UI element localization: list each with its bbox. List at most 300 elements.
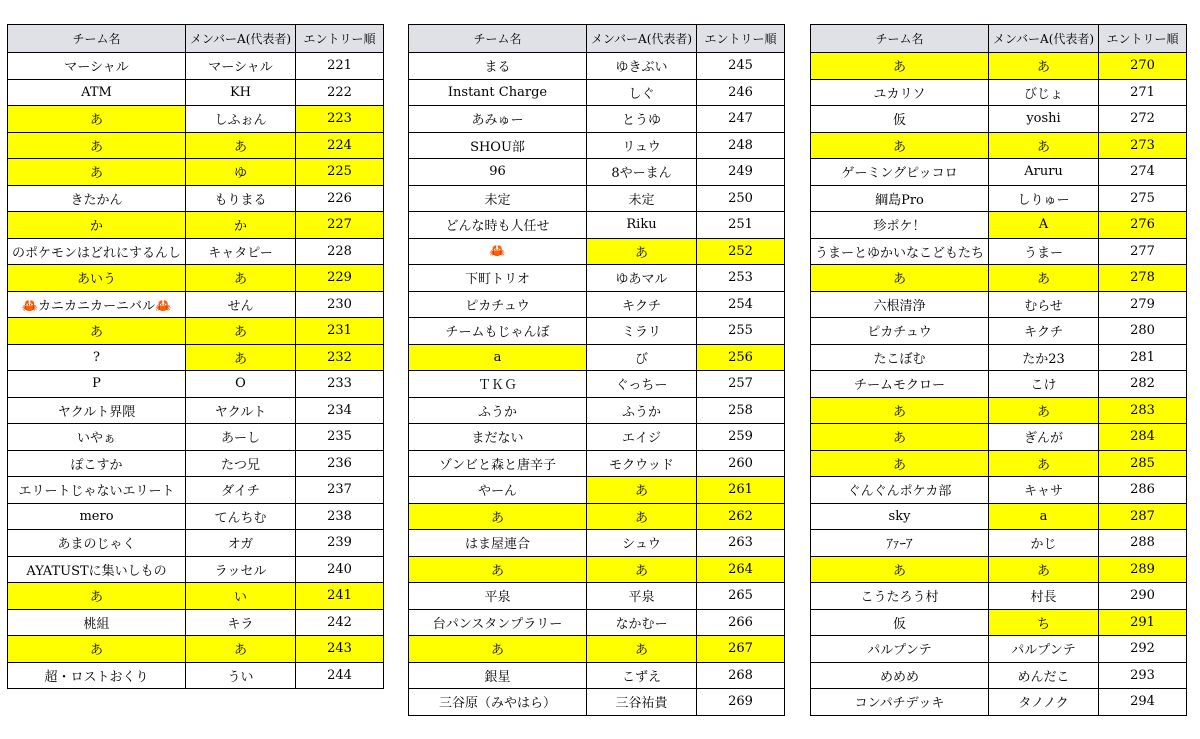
cell-member-a: しりゅー	[989, 185, 1099, 212]
cell-entry-order: 269	[697, 689, 785, 716]
table-row	[8, 530, 384, 557]
cell-entry-order: 248	[697, 132, 785, 159]
cell-team-name: 三谷原（みやはら）	[409, 689, 587, 716]
table-row	[8, 424, 384, 451]
cell-team-name: あ	[811, 424, 989, 451]
cell-team-name: ぽこすか	[8, 450, 186, 477]
table-row	[8, 185, 384, 212]
cell-entry-order: 270	[1099, 53, 1187, 80]
table-row	[409, 477, 785, 504]
table-row	[409, 583, 785, 610]
table-row	[8, 636, 384, 663]
cell-entry-order: 221	[296, 53, 384, 80]
table-row	[811, 662, 1187, 689]
cell-member-a: むらせ	[989, 291, 1099, 318]
cell-member-a: あ	[186, 344, 296, 371]
cell-entry-order: 234	[296, 397, 384, 424]
cell-member-a: 三谷祐貴	[587, 689, 697, 716]
cell-entry-order: 243	[296, 636, 384, 663]
cell-team-name: たこぼむ	[811, 344, 989, 371]
cell-team-name: 綱島Pro	[811, 185, 989, 212]
header-member-a: メンバーA(代表者)	[989, 25, 1099, 53]
table-row	[8, 265, 384, 292]
cell-team-name: あ	[8, 318, 186, 345]
cell-member-a: しふぉん	[186, 106, 296, 133]
table-row	[811, 159, 1187, 186]
cell-team-name: あみゅー	[409, 106, 587, 133]
cell-member-a: ぎんが	[989, 424, 1099, 451]
cell-member-a: あ	[989, 556, 1099, 583]
cell-team-name: どんな時も人任せ	[409, 212, 587, 239]
table-row	[811, 106, 1187, 133]
cell-member-a: こずえ	[587, 662, 697, 689]
cell-team-name: チームもじゃんぼ	[409, 318, 587, 345]
cell-entry-order: 256	[697, 344, 785, 371]
cell-team-name: マーシャル	[8, 53, 186, 80]
table-row	[8, 132, 384, 159]
cell-entry-order: 280	[1099, 318, 1187, 345]
cell-entry-order: 223	[296, 106, 384, 133]
cell-entry-order: 285	[1099, 450, 1187, 477]
table-row	[811, 238, 1187, 265]
table-row	[8, 477, 384, 504]
cell-entry-order: 264	[697, 556, 785, 583]
cell-entry-order: 236	[296, 450, 384, 477]
cell-team-name: 平泉	[409, 583, 587, 610]
cell-member-a: あ	[587, 636, 697, 663]
cell-team-name: 🦀	[409, 238, 587, 265]
cell-team-name: AYATUSTに集いしもの	[8, 556, 186, 583]
table-row	[8, 318, 384, 345]
cell-member-a: yoshi	[989, 106, 1099, 133]
cell-entry-order: 247	[697, 106, 785, 133]
cell-member-a: もりまる	[186, 185, 296, 212]
cell-member-a: あ	[186, 265, 296, 292]
cell-member-a: O	[186, 371, 296, 398]
table-row	[8, 609, 384, 636]
cell-entry-order: 282	[1099, 371, 1187, 398]
table-row	[8, 106, 384, 133]
cell-entry-order: 271	[1099, 79, 1187, 106]
cell-entry-order: 245	[697, 53, 785, 80]
cell-member-a: あ	[186, 132, 296, 159]
cell-entry-order: 252	[697, 238, 785, 265]
table-row	[811, 265, 1187, 292]
cell-entry-order: 235	[296, 424, 384, 451]
cell-member-a: ダイチ	[186, 477, 296, 504]
table-row	[409, 79, 785, 106]
table-row	[8, 503, 384, 530]
cell-team-name: あ	[8, 636, 186, 663]
cell-member-a: あ	[989, 450, 1099, 477]
cell-team-name: あ	[8, 583, 186, 610]
table-row	[409, 556, 785, 583]
table-row	[409, 238, 785, 265]
cell-entry-order: 237	[296, 477, 384, 504]
cell-entry-order: 242	[296, 609, 384, 636]
table-row	[409, 265, 785, 292]
cell-entry-order: 233	[296, 371, 384, 398]
cell-entry-order: 278	[1099, 265, 1187, 292]
cell-entry-order: 230	[296, 291, 384, 318]
header-team-name: チーム名	[8, 25, 186, 53]
table-row	[409, 609, 785, 636]
cell-team-name: 台パンスタンプラリー	[409, 609, 587, 636]
cell-team-name: こうたろう村	[811, 583, 989, 610]
table-row	[811, 530, 1187, 557]
cell-entry-order: 249	[697, 159, 785, 186]
cell-team-name: あいう	[8, 265, 186, 292]
cell-team-name: きたかん	[8, 185, 186, 212]
cell-entry-order: 241	[296, 583, 384, 610]
cell-entry-order: 275	[1099, 185, 1187, 212]
cell-team-name: あまのじゃく	[8, 530, 186, 557]
cell-team-name: mero	[8, 503, 186, 530]
cell-member-a: あーし	[186, 424, 296, 451]
table-row	[811, 79, 1187, 106]
cell-member-a: あ	[989, 132, 1099, 159]
cell-entry-order: 279	[1099, 291, 1187, 318]
entry-table-2	[408, 24, 785, 716]
cell-team-name: ＴＫＧ	[409, 371, 587, 398]
cell-team-name: めめめ	[811, 662, 989, 689]
cell-member-a: び	[587, 344, 697, 371]
cell-entry-order: 222	[296, 79, 384, 106]
cell-team-name: P	[8, 371, 186, 398]
cell-entry-order: 274	[1099, 159, 1187, 186]
cell-entry-order: 276	[1099, 212, 1187, 239]
table-row	[811, 212, 1187, 239]
cell-entry-order: 283	[1099, 397, 1187, 424]
cell-member-a: KH	[186, 79, 296, 106]
table-row	[811, 132, 1187, 159]
table-row	[409, 318, 785, 345]
cell-entry-order: 288	[1099, 530, 1187, 557]
cell-member-a: マーシャル	[186, 53, 296, 80]
cell-member-a: あ	[186, 318, 296, 345]
cell-member-a: ゆ	[186, 159, 296, 186]
cell-member-a: シュウ	[587, 530, 697, 557]
cell-team-name: a	[409, 344, 587, 371]
cell-entry-order: 250	[697, 185, 785, 212]
cell-entry-order: 257	[697, 371, 785, 398]
cell-team-name: あ	[8, 106, 186, 133]
cell-team-name: 下町トリオ	[409, 265, 587, 292]
header-entry-order: エントリー順	[296, 25, 384, 53]
cell-entry-order: 287	[1099, 503, 1187, 530]
cell-team-name: パルプンテ	[811, 636, 989, 663]
cell-member-a: キクチ	[587, 291, 697, 318]
table-row	[409, 185, 785, 212]
table-row	[8, 662, 384, 689]
cell-member-a: びじょ	[989, 79, 1099, 106]
cell-entry-order: 244	[296, 662, 384, 689]
cell-entry-order: 290	[1099, 583, 1187, 610]
cell-team-name: あ	[811, 397, 989, 424]
entry-table-3	[810, 24, 1187, 716]
cell-member-a: リュウ	[587, 132, 697, 159]
cell-team-name: いやぁ	[8, 424, 186, 451]
table-row	[811, 371, 1187, 398]
cell-member-a: Aruru	[989, 159, 1099, 186]
table-row	[811, 450, 1187, 477]
cell-entry-order: 292	[1099, 636, 1187, 663]
table-row	[409, 159, 785, 186]
header-row	[409, 25, 785, 53]
table-row	[811, 477, 1187, 504]
cell-member-a: てんちむ	[186, 503, 296, 530]
cell-member-a: モクウッド	[587, 450, 697, 477]
cell-member-a: キラ	[186, 609, 296, 636]
cell-member-a: あ	[989, 53, 1099, 80]
table-row	[8, 344, 384, 371]
cell-entry-order: 281	[1099, 344, 1187, 371]
header-entry-order: エントリー順	[1099, 25, 1187, 53]
cell-entry-order: 238	[296, 503, 384, 530]
cell-team-name: あ	[811, 53, 989, 80]
cell-team-name: 仮	[811, 106, 989, 133]
cell-entry-order: 226	[296, 185, 384, 212]
table-row	[409, 636, 785, 663]
cell-member-a: たつ兄	[186, 450, 296, 477]
cell-team-name: あ	[8, 159, 186, 186]
header-member-a: メンバーA(代表者)	[186, 25, 296, 53]
cell-member-a: なかむー	[587, 609, 697, 636]
cell-entry-order: 259	[697, 424, 785, 451]
cell-entry-order: 273	[1099, 132, 1187, 159]
table-row	[811, 689, 1187, 716]
table-row	[811, 344, 1187, 371]
cell-member-a: かじ	[989, 530, 1099, 557]
cell-team-name: コンパチデッキ	[811, 689, 989, 716]
cell-entry-order: 240	[296, 556, 384, 583]
cell-entry-order: 289	[1099, 556, 1187, 583]
table-row	[8, 79, 384, 106]
cell-team-name: ふうか	[409, 397, 587, 424]
cell-member-a: あ	[587, 477, 697, 504]
header-entry-order: エントリー順	[697, 25, 785, 53]
cell-member-a: ふうか	[587, 397, 697, 424]
cell-entry-order: 224	[296, 132, 384, 159]
cell-member-a: か	[186, 212, 296, 239]
table-row	[8, 53, 384, 80]
cell-member-a: a	[989, 503, 1099, 530]
cell-team-name: 珍ポケ！	[811, 212, 989, 239]
cell-team-name: のポケモンはどれにするんし	[8, 238, 186, 265]
cell-entry-order: 253	[697, 265, 785, 292]
cell-member-a: うまー	[989, 238, 1099, 265]
cell-entry-order: 263	[697, 530, 785, 557]
cell-member-a: 村長	[989, 583, 1099, 610]
table-row	[811, 583, 1187, 610]
cell-entry-order: 286	[1099, 477, 1187, 504]
cell-team-name: 🦀カニカニカーニバル🦀	[8, 291, 186, 318]
table-row	[409, 503, 785, 530]
cell-team-name: Instant Charge	[409, 79, 587, 106]
cell-team-name: あ	[409, 503, 587, 530]
table-row	[811, 424, 1187, 451]
cell-member-a: タノノク	[989, 689, 1099, 716]
table-row	[409, 371, 785, 398]
cell-entry-order: 260	[697, 450, 785, 477]
cell-member-a: 8やーまん	[587, 159, 697, 186]
cell-team-name: あ	[409, 556, 587, 583]
cell-member-a: ラッセル	[186, 556, 296, 583]
cell-member-a: あ	[186, 636, 296, 663]
cell-team-name: ?	[8, 344, 186, 371]
header-team-name: チーム名	[409, 25, 587, 53]
cell-member-a: 未定	[587, 185, 697, 212]
table-row	[811, 397, 1187, 424]
cell-entry-order: 261	[697, 477, 785, 504]
cell-entry-order: 225	[296, 159, 384, 186]
cell-team-name: か	[8, 212, 186, 239]
cell-entry-order: 228	[296, 238, 384, 265]
table-row	[8, 371, 384, 398]
cell-entry-order: 293	[1099, 662, 1187, 689]
header-row	[811, 25, 1187, 53]
table-row	[409, 291, 785, 318]
table-row	[811, 291, 1187, 318]
cell-entry-order: 284	[1099, 424, 1187, 451]
cell-member-a: あ	[587, 238, 697, 265]
cell-member-a: しぐ	[587, 79, 697, 106]
cell-member-a: うい	[186, 662, 296, 689]
cell-member-a: キクチ	[989, 318, 1099, 345]
cell-entry-order: 267	[697, 636, 785, 663]
cell-team-name: 桃組	[8, 609, 186, 636]
cell-entry-order: 277	[1099, 238, 1187, 265]
table-row	[8, 291, 384, 318]
table-row	[409, 106, 785, 133]
cell-entry-order: 227	[296, 212, 384, 239]
table-row	[8, 397, 384, 424]
cell-member-a: あ	[989, 397, 1099, 424]
cell-member-a: あ	[989, 265, 1099, 292]
cell-member-a: ち	[989, 609, 1099, 636]
cell-team-name: ユカリソ	[811, 79, 989, 106]
cell-entry-order: 246	[697, 79, 785, 106]
cell-member-a: たか23	[989, 344, 1099, 371]
cell-team-name: sky	[811, 503, 989, 530]
cell-member-a: い	[186, 583, 296, 610]
cell-member-a: A	[989, 212, 1099, 239]
cell-member-a: オガ	[186, 530, 296, 557]
table-row	[8, 212, 384, 239]
cell-member-a: ミラリ	[587, 318, 697, 345]
cell-team-name: まる	[409, 53, 587, 80]
cell-entry-order: 239	[296, 530, 384, 557]
entry-table-1	[7, 24, 384, 689]
table-row	[8, 238, 384, 265]
cell-entry-order: 294	[1099, 689, 1187, 716]
table-row	[811, 556, 1187, 583]
cell-team-name: あ	[409, 636, 587, 663]
cell-entry-order: 268	[697, 662, 785, 689]
cell-team-name: ATM	[8, 79, 186, 106]
table-row	[409, 397, 785, 424]
table-row	[409, 662, 785, 689]
table-row	[811, 636, 1187, 663]
table-row	[8, 159, 384, 186]
cell-team-name: あ	[8, 132, 186, 159]
table-row	[409, 53, 785, 80]
cell-entry-order: 258	[697, 397, 785, 424]
cell-member-a: ゆきぶい	[587, 53, 697, 80]
cell-team-name: チームモクロー	[811, 371, 989, 398]
cell-entry-order: 229	[296, 265, 384, 292]
cell-entry-order: 255	[697, 318, 785, 345]
cell-entry-order: 232	[296, 344, 384, 371]
cell-team-name: やーん	[409, 477, 587, 504]
cell-team-name: あ	[811, 132, 989, 159]
table-row	[8, 450, 384, 477]
table-row	[409, 530, 785, 557]
cell-team-name: ゾンビと森と唐辛子	[409, 450, 587, 477]
cell-team-name: ぐんぐんポケカ部	[811, 477, 989, 504]
cell-member-a: ぐっちー	[587, 371, 697, 398]
cell-member-a: キャサ	[989, 477, 1099, 504]
cell-team-name: あ	[811, 450, 989, 477]
table-row	[811, 503, 1187, 530]
table-row	[811, 185, 1187, 212]
table-row	[409, 424, 785, 451]
table-row	[811, 318, 1187, 345]
cell-entry-order: 265	[697, 583, 785, 610]
cell-entry-order: 231	[296, 318, 384, 345]
table-row	[811, 609, 1187, 636]
cell-member-a: エイジ	[587, 424, 697, 451]
cell-member-a: Riku	[587, 212, 697, 239]
cell-team-name: 銀星	[409, 662, 587, 689]
table-row	[8, 583, 384, 610]
cell-team-name: 超・ロストおくり	[8, 662, 186, 689]
cell-member-a: ヤクルト	[186, 397, 296, 424]
cell-entry-order: 266	[697, 609, 785, 636]
cell-team-name: エリートじゃないエリート	[8, 477, 186, 504]
cell-member-a: パルプンテ	[989, 636, 1099, 663]
cell-team-name: 六根清浄	[811, 291, 989, 318]
cell-member-a: めんだこ	[989, 662, 1099, 689]
table-row	[409, 689, 785, 716]
cell-team-name: あ	[811, 556, 989, 583]
cell-member-a: とうゆ	[587, 106, 697, 133]
cell-team-name: ピカチュウ	[811, 318, 989, 345]
cell-member-a: こけ	[989, 371, 1099, 398]
cell-member-a: ゆあマル	[587, 265, 697, 292]
table-row	[409, 450, 785, 477]
cell-team-name: SHOU部	[409, 132, 587, 159]
cell-team-name: はま屋連合	[409, 530, 587, 557]
cell-entry-order: 291	[1099, 609, 1187, 636]
table-row	[811, 53, 1187, 80]
cell-member-a: せん	[186, 291, 296, 318]
cell-team-name: 仮	[811, 609, 989, 636]
header-member-a: メンバーA(代表者)	[587, 25, 697, 53]
cell-team-name: うまーとゆかいなこどもたち	[811, 238, 989, 265]
cell-member-a: あ	[587, 556, 697, 583]
cell-entry-order: 254	[697, 291, 785, 318]
cell-team-name: あ	[811, 265, 989, 292]
cell-member-a: キャタピー	[186, 238, 296, 265]
table-row	[409, 344, 785, 371]
table-row	[409, 212, 785, 239]
cell-entry-order: 262	[697, 503, 785, 530]
cell-entry-order: 251	[697, 212, 785, 239]
table-row	[409, 132, 785, 159]
header-team-name: チーム名	[811, 25, 989, 53]
cell-team-name: ヤクルト界隈	[8, 397, 186, 424]
